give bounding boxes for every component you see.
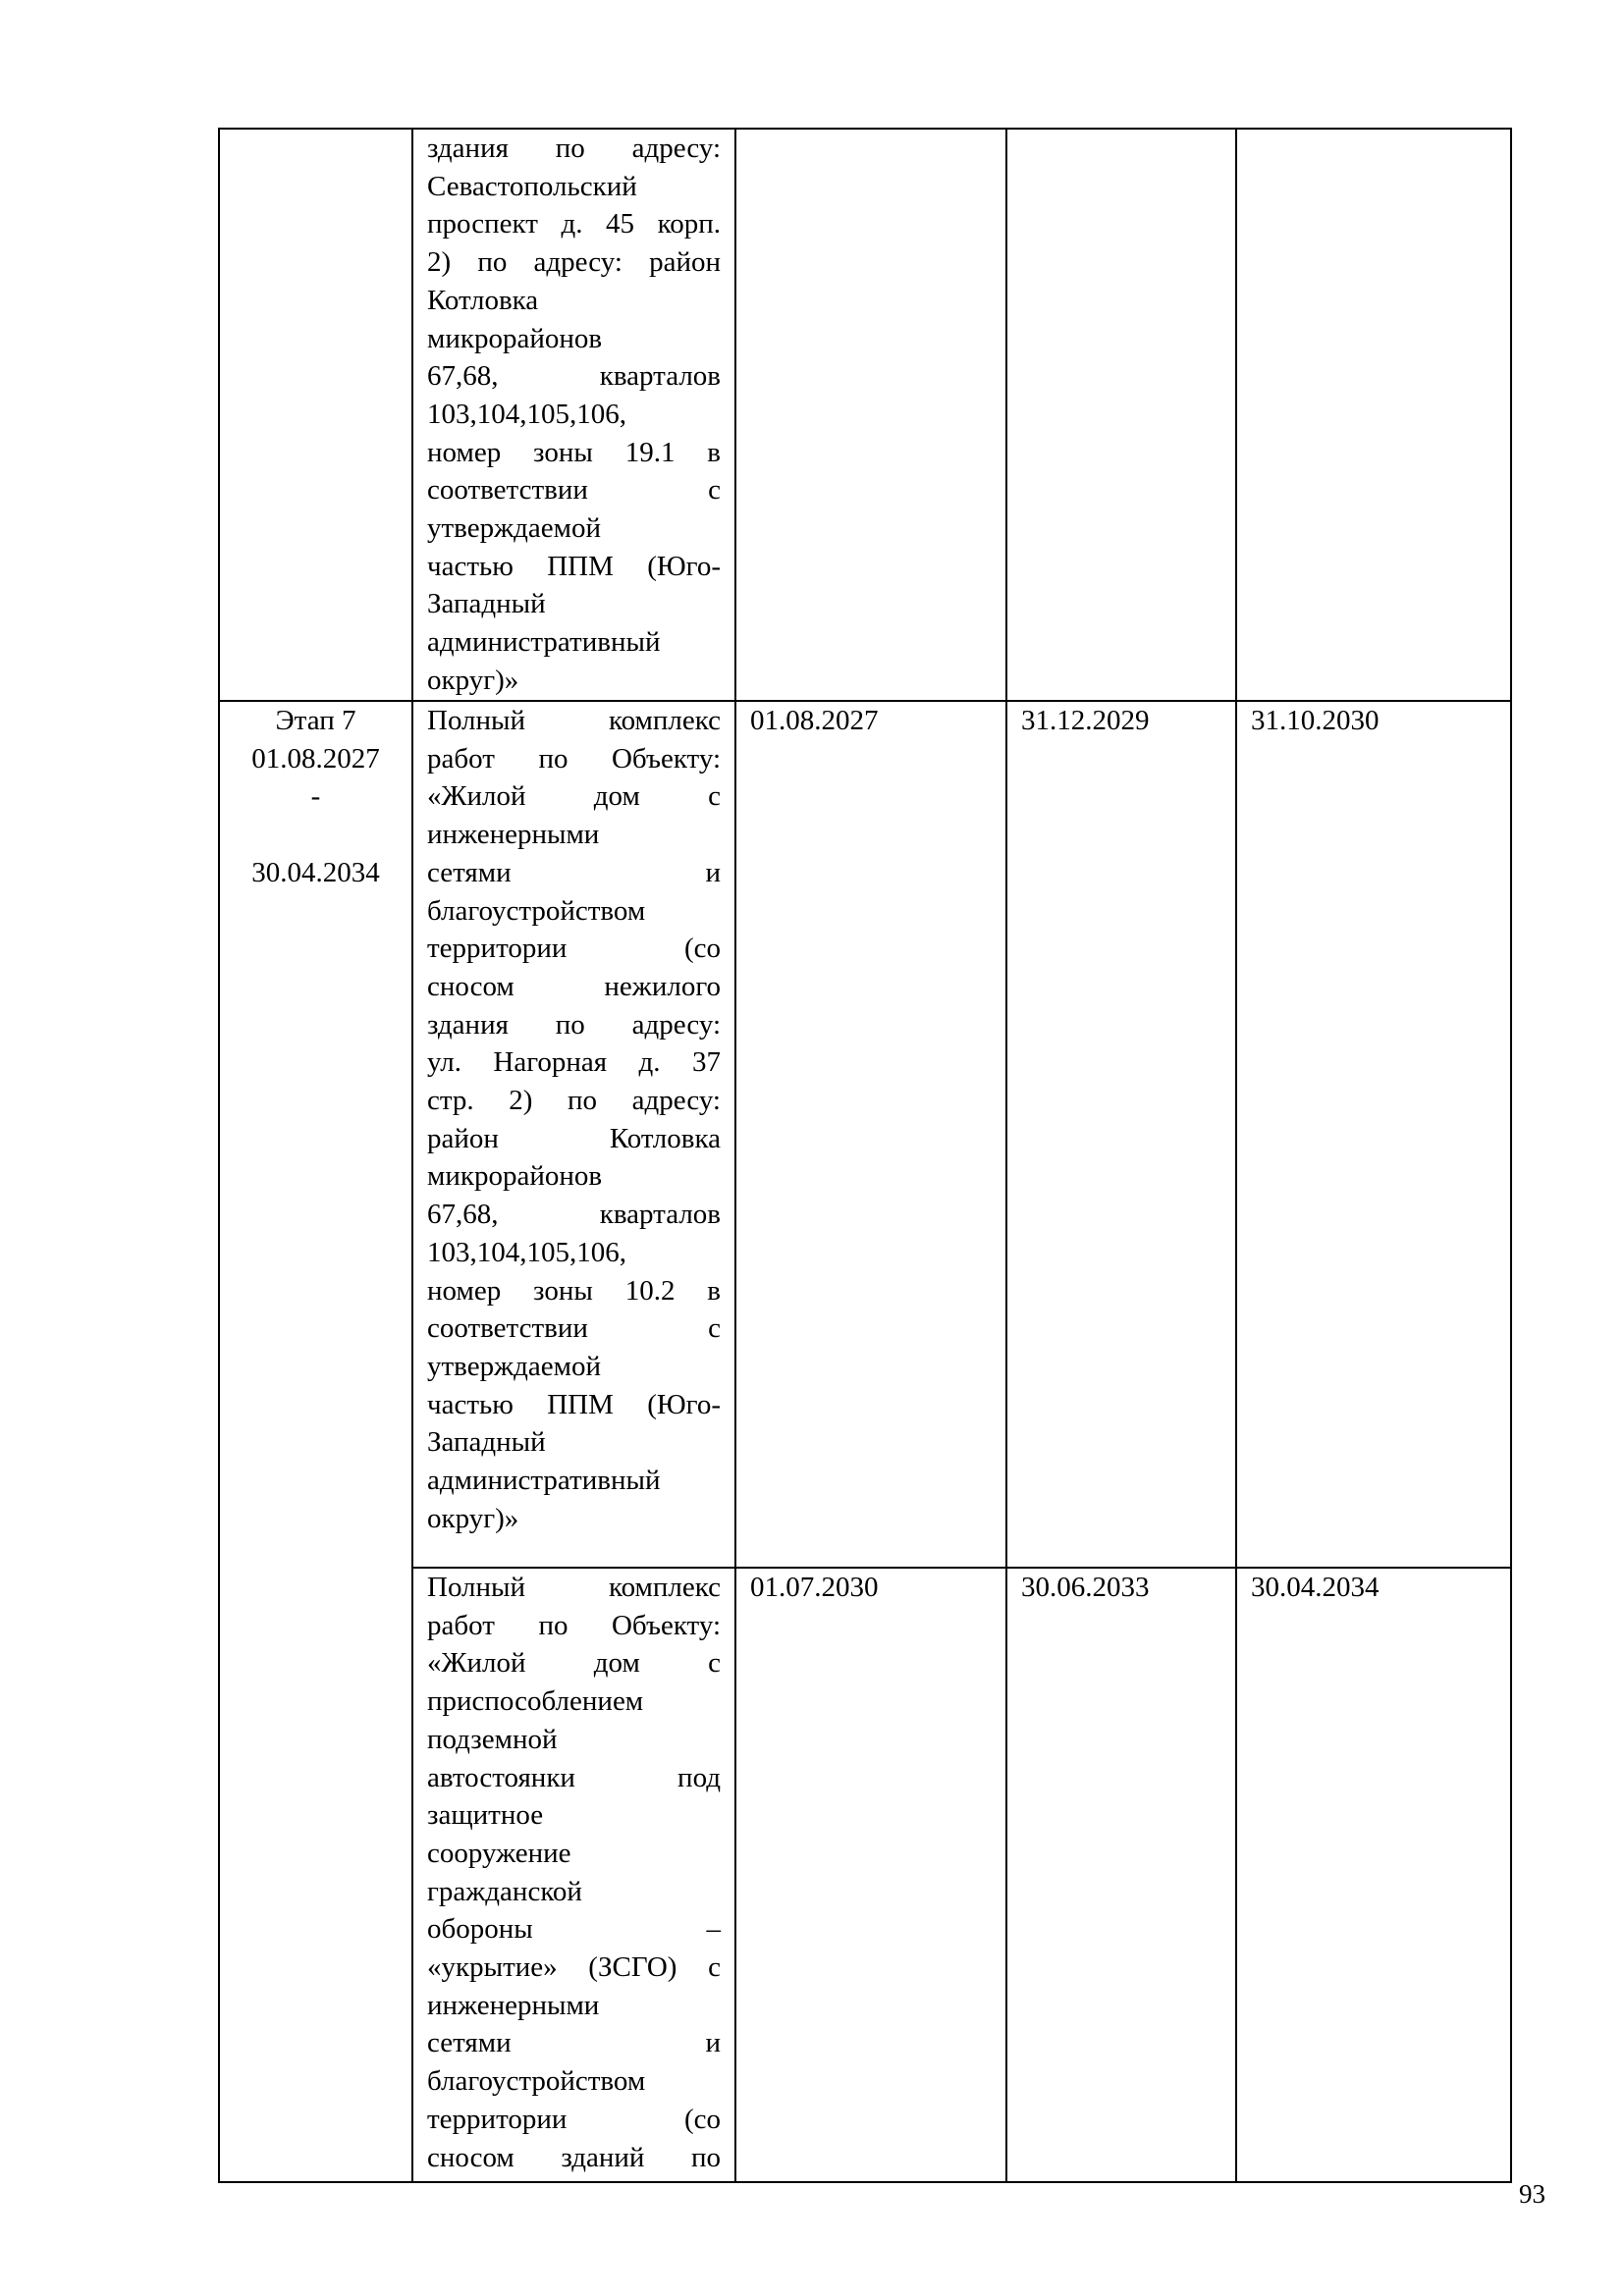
description-line: административный (427, 626, 661, 659)
description-line: «Жилой дом с (427, 780, 721, 813)
stage-cell (219, 129, 412, 701)
end-date-cell: 31.12.2029 (1006, 701, 1236, 1568)
description-line: «Жилой дом с (427, 1647, 721, 1680)
final-date-cell: 31.10.2030 (1236, 701, 1511, 1568)
description-line: соответствии с (427, 474, 721, 507)
end-date-cell (1006, 129, 1236, 701)
description-line: территории (со (427, 933, 721, 965)
description-cell (412, 129, 735, 701)
description-line: проспект д. 45 корп. (427, 208, 721, 240)
description-line: частью ППМ (Юго- (427, 550, 721, 582)
description-line: благоустройством (427, 894, 646, 927)
description-line: защитное (427, 1799, 544, 1832)
final-date-cell: 30.04.2034 (1236, 1568, 1511, 2182)
final-date-cell (1236, 129, 1511, 701)
description-line: инженерными (427, 819, 600, 851)
description-line: 67,68, кварталов (427, 360, 721, 393)
end-date-cell: 30.06.2033 (1006, 1568, 1236, 2182)
description-line: территории (со (427, 2103, 721, 2135)
description-cell (412, 1568, 735, 2182)
description-line: обороны – (427, 1913, 721, 1946)
description-line: Полный комплекс (427, 1572, 721, 1603)
description-line: соответствии с (427, 1312, 721, 1345)
description-line: Котловка (427, 284, 539, 316)
description-line: гражданской (427, 1875, 582, 1907)
description-line: стр. 2) по адресу: (427, 1085, 721, 1117)
description-line: 67,68, кварталов (427, 1199, 721, 1231)
stage-line: - (310, 780, 321, 813)
description-line: ул. Нагорная д. 37 (427, 1046, 721, 1079)
stage-line: Этап 7 (275, 705, 356, 736)
description-line: округ)» (427, 664, 519, 696)
description-line: частью ППМ (Юго- (427, 1388, 721, 1420)
description-line: здания по адресу: (427, 1008, 721, 1041)
description-line: работ по Объекту: (427, 1609, 721, 1641)
stage-line (234, 816, 398, 854)
description-line: микрорайонов (427, 1160, 603, 1193)
description-line: благоустройством (427, 2065, 646, 2098)
description-line: сетями и (427, 2027, 721, 2059)
description-line: номер зоны 10.2 в (427, 1274, 721, 1307)
description-line: «укрытие» (ЗСГО) с (427, 1951, 721, 1984)
description-line: автостоянки под (427, 1761, 721, 1793)
stage-cell (219, 701, 412, 2182)
stage-line: 01.08.2027 (251, 742, 380, 774)
description-line: приспособлением (427, 1685, 644, 1718)
description-line: работ по Объекту: (427, 742, 721, 774)
description-line: подземной (427, 1723, 558, 1755)
description-line: сносом зданий по (427, 2141, 721, 2173)
description-line: 2) по адресу: район (427, 246, 721, 279)
description-line: Западный (427, 1426, 546, 1459)
description-line: утверждаемой (427, 1350, 601, 1382)
description-line: округ)» (427, 1502, 519, 1534)
description-line: Западный (427, 588, 546, 620)
description-line: сносом нежилого (427, 970, 721, 1002)
description-line: 103,104,105,106, (427, 1236, 626, 1268)
description-line: инженерными (427, 1989, 600, 2021)
description-line: здания по адресу: (427, 133, 721, 164)
table-row (219, 129, 1511, 701)
table-row (219, 701, 1511, 1568)
description-line: административный (427, 1465, 661, 1497)
description-line: Севастопольский (427, 170, 637, 202)
start-date-cell: 01.08.2027 (735, 701, 1006, 1568)
description-line: Полный комплекс (427, 705, 721, 736)
description-line: сооружение (427, 1837, 571, 1869)
start-date-cell (735, 129, 1006, 701)
stage-line: 30.04.2034 (251, 856, 380, 888)
page-number: 93 (1519, 2179, 1545, 2209)
table-row (219, 1568, 1511, 2182)
description-line: 103,104,105,106, (427, 398, 626, 430)
description-line: район Котловка (427, 1122, 721, 1154)
description-line: сетями и (427, 856, 721, 888)
description-line: микрорайонов (427, 322, 603, 354)
start-date-cell: 01.07.2030 (735, 1568, 1006, 2182)
schedule-table (218, 128, 1512, 2183)
description-line: утверждаемой (427, 512, 601, 545)
description-cell (412, 701, 735, 1568)
description-line: номер зоны 19.1 в (427, 436, 721, 468)
